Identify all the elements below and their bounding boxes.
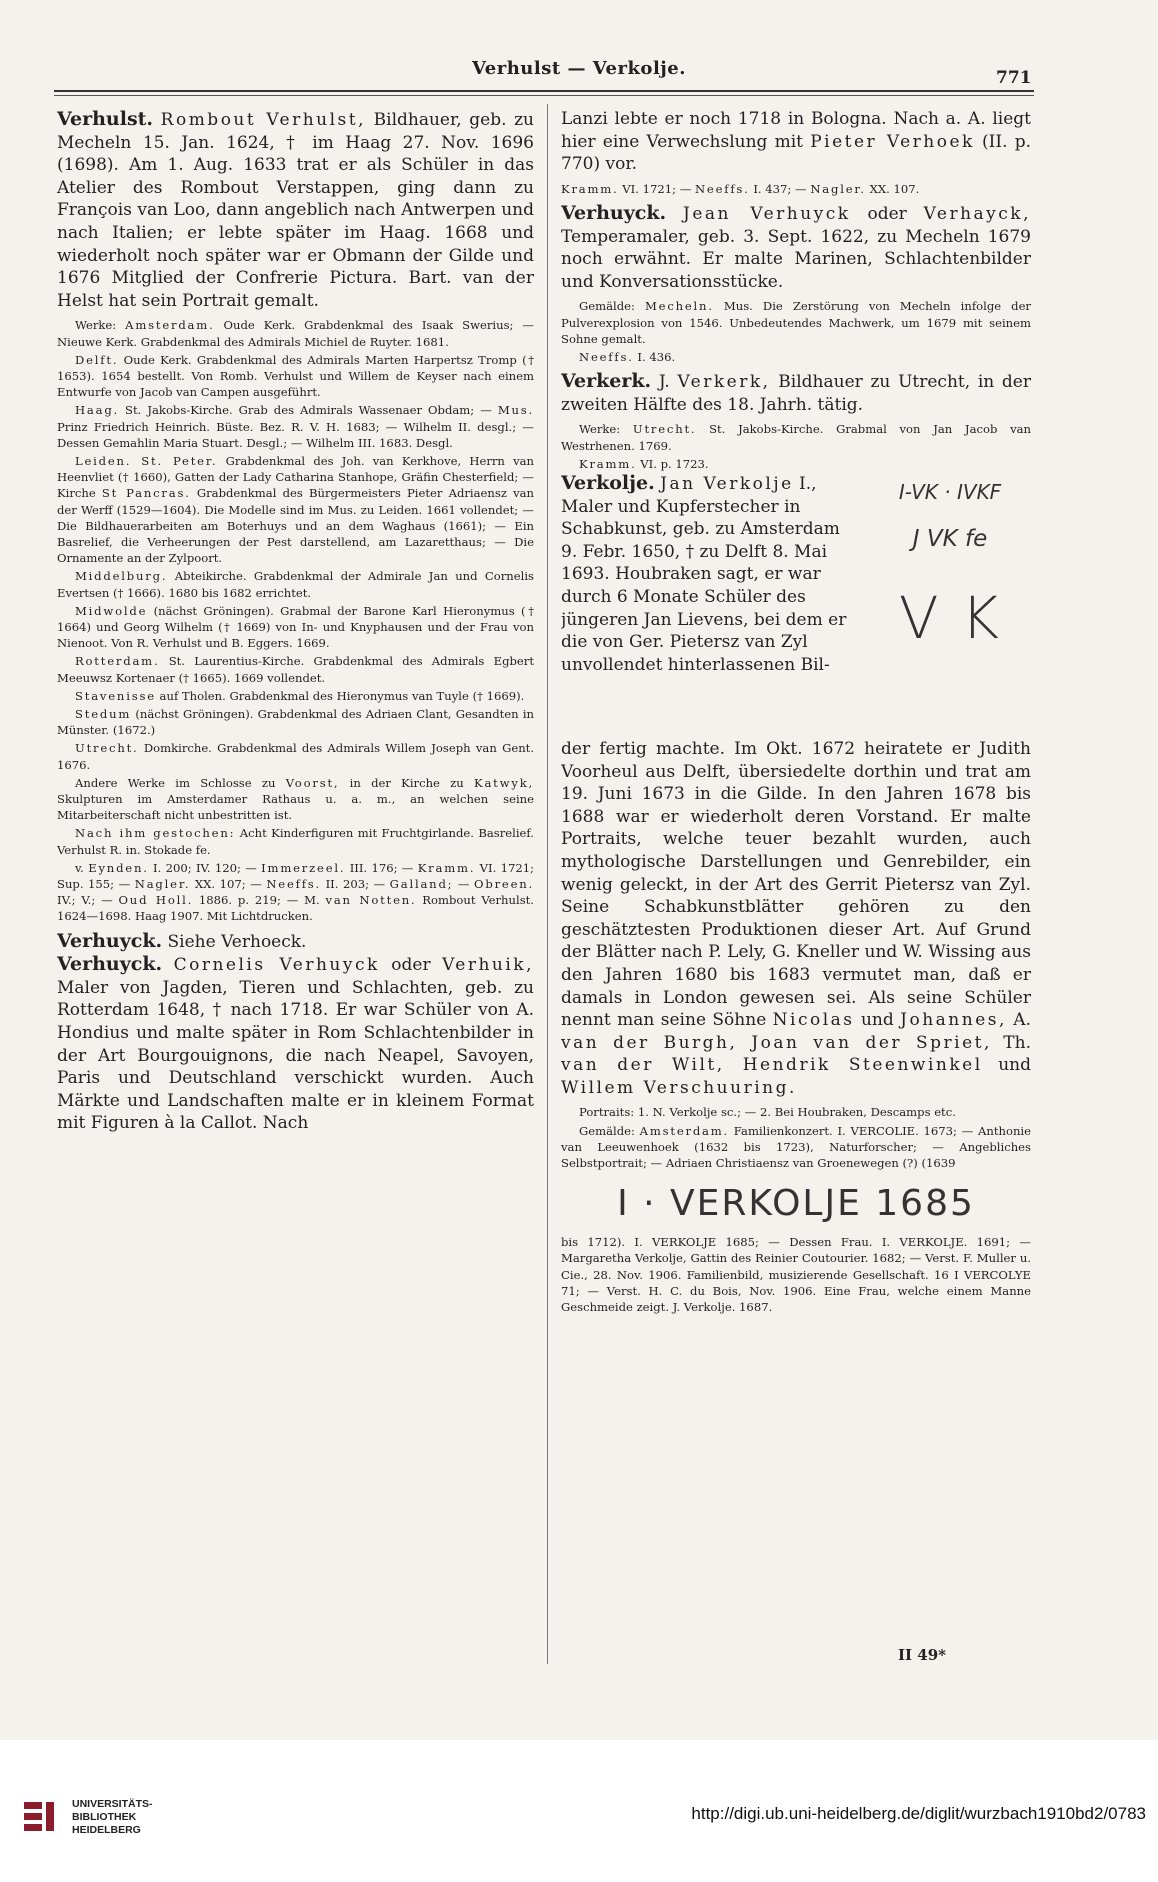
logo-bar-1 (24, 1802, 42, 1809)
right_b-paragraph-0-run-7: van der Wilt, Hendrik Steenwinkel (561, 1055, 983, 1076)
left-paragraph-5-run-0: Middelburg. (75, 569, 168, 584)
left-paragraph-3-run-3: Prinz Friedrich Heinrich. Büste. Bez. R. V. H. 1683; — Wilhelm II. desgl.; — Dessen Gemahlin Maria Stuart. Desgl.; — Wilhelm III. 1683. Desgl. (57, 419, 534, 450)
left-paragraph-15-run-1 (162, 955, 173, 975)
right_a-paragraph-2-run-2: Jean Verhuyck (683, 203, 851, 224)
right_a-paragraph-6-run-2: St. Jakobs-Kirche. Grabmal von Jan Jacob van Westrhenen. 1769. (561, 422, 1031, 453)
right_b-paragraph-0-run-1: Nicolas (772, 1010, 855, 1031)
right_a-paragraph-1-run-3: I. 437; — (749, 181, 811, 196)
verkolje-entry-start (561, 472, 861, 676)
left-paragraph-1 (57, 317, 534, 349)
left-paragraph-12-run-1: Acht Kinderfiguren mit Fruchtgirlande. Basrelief. Verhulst R. in. Stokade fe. (57, 826, 534, 857)
right_a-paragraph-1 (561, 181, 1031, 197)
left-column-text (57, 108, 534, 1135)
right-column-text-top (561, 108, 1031, 472)
left-paragraph-13-run-13: Obreen. (474, 877, 534, 892)
left-paragraph-1-run-1: Amsterdam. (125, 318, 215, 333)
left-paragraph-8-run-0: Stavenisse (75, 688, 156, 703)
right_a-paragraph-7-run-1: VI. p. 1723. (636, 456, 709, 471)
logo-bar-2 (24, 1813, 42, 1820)
left-paragraph-4-run-1: Grabdenkmal des Joh. van Kerkhove, Herrn van Heenvliet († 1660), Gatten der Lady Catharina Stanhope, Gräfin Chesterfield; — Kirche (57, 453, 534, 501)
right_a-paragraph-1-run-2: Neeffs. (694, 181, 750, 196)
right_mono-paragraph-0 (561, 472, 861, 676)
right_a-paragraph-5 (561, 370, 1031, 416)
left-paragraph-13-run-18: Rombout Verhulst. 1624—1698. Haag 1907. Mit Lichtdrucken. (57, 893, 534, 924)
right_mono-paragraph-0-run-2: Jan Verkolje (660, 473, 794, 494)
left-paragraph-7-run-0: Rotterdam. (75, 654, 160, 669)
right_b-paragraph-2-run-0: Gemälde: (579, 1123, 640, 1138)
right_a-paragraph-2-run-4: Verhayck, (923, 203, 1031, 224)
right_a-paragraph-2-run-3: oder (850, 203, 924, 224)
right-column-text-bottom (561, 1234, 1031, 1315)
left-paragraph-0-run-3: Bildhauer, geb. zu Mecheln 15. Jan. 1624, † im Haag 27. Nov. 1696 (1698). Am 1. Aug. 1633 trat er als Schüler in das Atelier des Rombout Verstappen, ging dann zu François van Loo, dann angeblich nach Antwerpen und nach Italien; er lebte später im Haag. 1668 und wiederholt noch später war er Obmann der Gilde und 1676 Mitglied der Confrerie Pictura. Bart. van der Helst hat sein Portrait gemalt. (57, 110, 534, 311)
left-paragraph-13-run-1: Eynden. (88, 860, 149, 875)
column-divider (547, 104, 548, 1664)
left-paragraph-9-run-1: (nächst Gröningen). Grabdenkmal des Adriaen Clant, Gesandten in Münster. (1672.) (57, 707, 534, 738)
right_a-paragraph-4 (561, 349, 1031, 365)
left-paragraph-2-run-1: Oude Kerk. Grabdenkmal des Admirals Marten Harpertsz Tromp († 1653). 1654 bestellt. Von Romb. Verhulst und Willem de Keyser nach einem Entwurfe von Jacob van Campen ausgeführt. (57, 352, 534, 400)
left-paragraph-13 (57, 860, 534, 925)
right_a-paragraph-1-run-5: XX. 107. (865, 181, 920, 196)
right_mono-paragraph-0-run-0: Verkolje. (561, 471, 655, 494)
left-paragraph-9 (57, 706, 534, 738)
right_a-paragraph-7-run-0: Kramm. (579, 456, 637, 471)
left-paragraph-10-run-1: Domkirche. Grabdenkmal des Admirals Willem Joseph van Gent. 1676. (57, 741, 534, 772)
left-paragraph-3 (57, 402, 534, 451)
right_a-paragraph-4-run-1: I. 436. (633, 349, 676, 364)
left-paragraph-13-run-0: v. (75, 860, 89, 875)
left-paragraph-7-run-1: St. Laurentius-Kirche. Grabdenkmal des Admirals Egbert Meeuwsz Kortenaer († 1665). 1669 vollendet. (57, 654, 534, 685)
left-paragraph-15-run-3: oder (379, 955, 443, 976)
left-paragraph-6 (57, 603, 534, 652)
left-paragraph-11-run-4: Skulpturen im Amsterdamer Rathaus u. a. m., an welchen seine Mitarbeiterschaft nicht unbestritten ist. (57, 792, 534, 823)
right_b-paragraph-1-run-0: Portraits: 1. N. Verkolje sc.; — 2. Bei Houbraken, Descamps etc. (579, 1105, 956, 1120)
right_a-paragraph-1-run-4: Nagler. (810, 181, 866, 196)
left-paragraph-0-run-0: Verhulst. (57, 108, 154, 130)
logo-bar-4 (46, 1802, 54, 1831)
right_a-paragraph-5-run-2: Verkerk, (677, 372, 771, 393)
page-number: 771 (996, 68, 1032, 88)
left-paragraph-4 (57, 453, 534, 566)
right_a-paragraph-6-run-1: Utrecht. (632, 422, 697, 437)
left-paragraph-13-run-10: II. 203; — (321, 877, 390, 892)
right_a-paragraph-3-run-1: Mecheln. (644, 299, 714, 314)
left-paragraph-13-run-7: Nagler. (134, 877, 191, 892)
library-name (72, 1798, 153, 1837)
left-paragraph-8-run-1: auf Tholen. Grabdenkmal des Hieronymus van Tuyle († 1669). (155, 688, 525, 703)
left-paragraph-13-run-5: Kramm. (417, 860, 476, 875)
right_a-paragraph-5-run-0: Verkerk. (561, 370, 652, 393)
left-paragraph-13-run-4: III. 176; — (345, 860, 418, 875)
left-paragraph-13-run-9: Neeffs. (266, 877, 322, 892)
left-paragraph-11-run-2: in der Kirche zu (339, 775, 474, 790)
left-paragraph-5-run-1: Abteikirche. Grabdenkmal der Admirale Jan und Cornelis Evertsen († 1666). 1680 bis 1682 errichtet. (57, 569, 534, 600)
right_a-paragraph-3-run-0: Gemälde: (579, 299, 645, 314)
left-paragraph-3-run-1: St. Jakobs-Kirche. Grab des Admirals Wassenaer Obdam; — (119, 403, 498, 418)
right_b-paragraph-2-run-1: Amsterdam. (639, 1123, 730, 1138)
left-paragraph-13-run-15: Oud Holl. (118, 893, 194, 908)
left-paragraph-2 (57, 352, 534, 401)
library-name-line-1: UNIVERSITÄTS- (72, 1798, 153, 1810)
left-paragraph-13-run-6: VI. 1721; Sup. 155; — (57, 860, 534, 892)
left-paragraph-12 (57, 825, 534, 857)
right_b-paragraph-0-run-2: und (854, 1010, 901, 1031)
left-paragraph-4-run-3: Grabdenkmal des Bürgermeisters Pieter Adriaensz van der Werff (1529—1604). Die Modelle sind im Mus. zu Leiden. 1661 vollendet; — Die Bildhauerarbeiten am Boterhuys und an dem Waghaus (1661); — Ein Basrelief, die Verheerungen der Pest darstellend, am Lazaretthaus; — Die Ornamente an der Zylpoort. (57, 486, 534, 566)
left-paragraph-15-run-4: Verhuik, (442, 955, 534, 976)
monogram-ivk: I-VK · IVKF (898, 479, 1002, 504)
monogram-vk: V K (898, 583, 1002, 652)
right_a-paragraph-0 (561, 108, 1031, 176)
left-paragraph-14 (57, 930, 534, 954)
left-paragraph-4-run-0: Leiden. St. Peter. (75, 453, 218, 468)
right_mono-paragraph-0-run-3: I., Maler und Kupferstecher in Schabkunst, geb. zu Amsterdam 9. Febr. 1650, † zu Delft 8. Mai 1693. Houbraken sagt, er war durch 6 Monate Schüler des jüngeren Jan Lievens, bei dem er die von Ger. Pietersz van Zyl unvollendet hinterlassenen Bil- (561, 473, 847, 675)
right-column-text-middle (561, 738, 1031, 1171)
right_b-paragraph-0-run-4: A. (1006, 1010, 1031, 1031)
right_b-paragraph-0-run-9: Willem Verschuuring. (561, 1077, 797, 1098)
left-paragraph-3-run-0: Haag. (75, 403, 120, 418)
left-paragraph-8 (57, 688, 534, 704)
right_b-paragraph-0-run-6: Th. (991, 1032, 1031, 1053)
right_a-paragraph-0-run-2: (II. p. 770) vor. (561, 131, 1031, 175)
right_a-paragraph-6-run-0: Werke: (579, 422, 633, 437)
left-paragraph-10-run-0: Utrecht. (75, 741, 139, 756)
running-head: Verhulst — Verkolje. (471, 58, 687, 79)
right_a-paragraph-3-run-2: Mus. Die Zerstörung von Mecheln infolge der Pulverexplosion von 1546. Unbedeutendes Machwerk, um 1679 mit seinem Sohne gemalt. (561, 299, 1031, 346)
right_a-paragraph-7 (561, 456, 1031, 472)
right_a-paragraph-6 (561, 421, 1031, 453)
artist-signature: I · VERKOLJE 1685 (617, 1183, 975, 1225)
right_a-paragraph-0-run-0: Lanzi lebte er noch 1718 in Bologna. Nach a. A. liegt hier eine Verwechslung mit (561, 109, 1031, 152)
left-paragraph-6-run-1: (nächst Gröningen). Grabmal der Barone Karl Hieronymus († 1664) und Georg Wilhelm († 1669) von In- und Knyphausen und der Frau von Nienoot. Von R. Verhulst und B. Eggers. 1669. (57, 603, 534, 651)
right_c-paragraph-0-run-0: bis 1712). I. VERKOLJE 1685; — Dessen Frau. I. VERKOLJE. 1691; — Margaretha Verkolje, Gattin des Reinier Coutourier. 1682; — Verst. F. Muller u. Cie., 28. Nov. 1906. Familienbild, musizierende Gesellschaft. 16 I VERCOLYE 71; — Verst. H. C. du Bois, Nov. 1906. Eine Frau, welche einem Manne Geschmeide zeigt. J. Verkolje. 1687. (561, 1235, 1031, 1315)
right_a-paragraph-2-run-5: Temperamaler, geb. 3. Sept. 1622, zu Mecheln 1679 noch erwähnt. Er malte Marinen, Schlachtenbilder und Konversationsstücke. (561, 226, 1031, 292)
right_a-paragraph-0-run-1: Pieter Verhoek (810, 131, 975, 152)
right_b-paragraph-1 (561, 1104, 1031, 1120)
right-column (561, 108, 1031, 1663)
left-paragraph-14-run-0: Verhuyck. (57, 929, 163, 952)
left-paragraph-13-run-16: 1886. p. 219; — M. (193, 893, 326, 908)
library-name-line-2: BIBLIOTHEK (72, 1811, 137, 1823)
header-rule-thin (54, 95, 1034, 96)
right_a-paragraph-2-run-1 (666, 204, 683, 224)
right_b-paragraph-0 (561, 738, 1031, 1100)
left-paragraph-13-run-2: I. 200; IV. 120; — (148, 860, 262, 875)
left-paragraph-15-run-0: Verhuyck. (57, 953, 163, 976)
left-paragraph-11-run-0: Andere Werke im Schlosse zu (75, 775, 286, 790)
right_b-paragraph-0-run-3: Johannes, (900, 1010, 1007, 1031)
left-paragraph-13-run-17: van Notten. (325, 893, 417, 908)
right_a-paragraph-1-run-0: Kramm. (561, 181, 619, 196)
right_a-paragraph-4-run-0: Neeffs. (579, 349, 634, 364)
right_c-paragraph-0 (561, 1234, 1031, 1315)
left-paragraph-13-run-12: — (453, 877, 475, 892)
library-name-line-3: HEIDELBERG (72, 1824, 141, 1836)
right_b-paragraph-0-run-0: der fertig machte. Im Okt. 1672 heiratete er Judith Voorheul aus Delft, übersiedelte dorthin und trat am 19. Juni 1673 in die Gilde. In den Jahren 1678 bis 1688 war er wiederholt deren Vorstand. Er malte Portraits, welche teuer bezahlt wurden, auch mythologische Darstellungen und Genrebilder, ein wenig geleckt, in der Art des Gerrit Pietersz van Zyl. Seine Schabkunstblätter gehören zu den geschätztesten Produktionen dieser Art. Auf Grund der Blätter nach P. Lely, G. Kneller und W. Wissing aus den Jahren 1680 bis 1683 vermutet man, daß er damals in London gewesen sei. Als seine Schüler nennt man seine Söhne (561, 738, 1031, 1031)
right_a-paragraph-1-run-1: VI. 1721; — (618, 181, 695, 196)
left-paragraph-2-run-0: Delft. (75, 352, 119, 367)
left-paragraph-11-run-1: Voorst, (285, 775, 340, 790)
left-paragraph-0-run-2: Rombout Verhulst, (160, 110, 367, 130)
left-paragraph-0-run-1 (153, 110, 161, 130)
left-paragraph-14-run-1: Siehe Verhoeck. (162, 931, 307, 952)
left-column (57, 108, 534, 1663)
left-paragraph-13-run-14: IV.; V.; — (57, 893, 119, 908)
right_b-paragraph-2-run-2: Familienkonzert. I. VERCOLIE. 1673; — Anthonie van Leeuwenhoek (1632 bis 1723), Naturforscher; — Angebliches Selbstportrait; — Adriaen Christiaensz van Groenewegen (?) (1639 (561, 1123, 1031, 1171)
left-paragraph-5 (57, 568, 534, 600)
left-paragraph-10 (57, 740, 534, 772)
left-paragraph-6-run-0: Midwolde (75, 603, 148, 618)
verkolje-entry-with-monograms (561, 472, 1031, 738)
left-paragraph-1-run-0: Werke: (75, 318, 126, 333)
right_a-paragraph-5-run-1: J. (651, 372, 678, 393)
left-paragraph-11 (57, 775, 534, 824)
left-paragraph-12-run-0: Nach ihm gestochen: (75, 826, 236, 841)
right_a-paragraph-3 (561, 298, 1031, 347)
left-paragraph-13-run-11: Galland; (389, 877, 454, 892)
footer (0, 1740, 1158, 1882)
right_b-paragraph-0-run-5: van der Burgh, Joan van der Spriet, (561, 1032, 992, 1053)
right_b-paragraph-2 (561, 1123, 1031, 1172)
right_a-paragraph-2 (561, 202, 1031, 293)
left-paragraph-4-run-2: St Pancras. (101, 486, 191, 501)
left-paragraph-15-run-5: Maler von Jagden, Tieren und Schlachten, geb. zu Rotterdam 1648, † nach 1718. Er war Schüler von A. Hondius und malte später in Rom Schlachtenbilder in der Art Bourgouignons, die nach Neapel, Savoyen, Paris und Deutschland verschickt wurden. Auch Märkte und Landschaften malte er in kleinem Format mit Figuren à la Callot. Nach (57, 977, 534, 1134)
left-paragraph-1-run-2: Oude Kerk. Grabdenkmal des Isaak Swerius; — Nieuwe Kerk. Grabdenkmal des Admirals Michiel de Ruyter. 1681. (57, 318, 534, 349)
left-paragraph-15-run-2: Cornelis Verhuyck (173, 955, 380, 976)
left-paragraph-7 (57, 653, 534, 685)
left-paragraph-13-run-3: Immerzeel. (261, 860, 346, 875)
left-paragraph-3-run-2: Mus. (497, 403, 534, 418)
left-paragraph-9-run-0: Stedum (75, 707, 132, 722)
right_a-paragraph-5-run-3: Bildhauer zu Utrecht, in der zweiten Hälfte des 18. Jahrh. tätig. (561, 372, 1031, 415)
right_b-paragraph-0-run-8: und (982, 1055, 1031, 1076)
left-paragraph-13-run-8: XX. 107; — (190, 877, 267, 892)
logo-bar-3 (24, 1824, 42, 1831)
monogram-jvk-fe: J VK fe (912, 525, 988, 552)
source-url[interactable]: http://digi.ub.uni-heidelberg.de/diglit/wurzbach1910bd2/0783 (691, 1804, 1146, 1823)
left-paragraph-0 (57, 108, 534, 312)
left-paragraph-15 (57, 953, 534, 1135)
sheet-signature: II 49* (898, 1646, 946, 1664)
header-rule (54, 90, 1034, 92)
left-paragraph-11-run-3: Katwyk, (473, 775, 534, 790)
right_a-paragraph-2-run-0: Verhuyck. (561, 201, 667, 224)
library-logo-icon (22, 1798, 66, 1838)
